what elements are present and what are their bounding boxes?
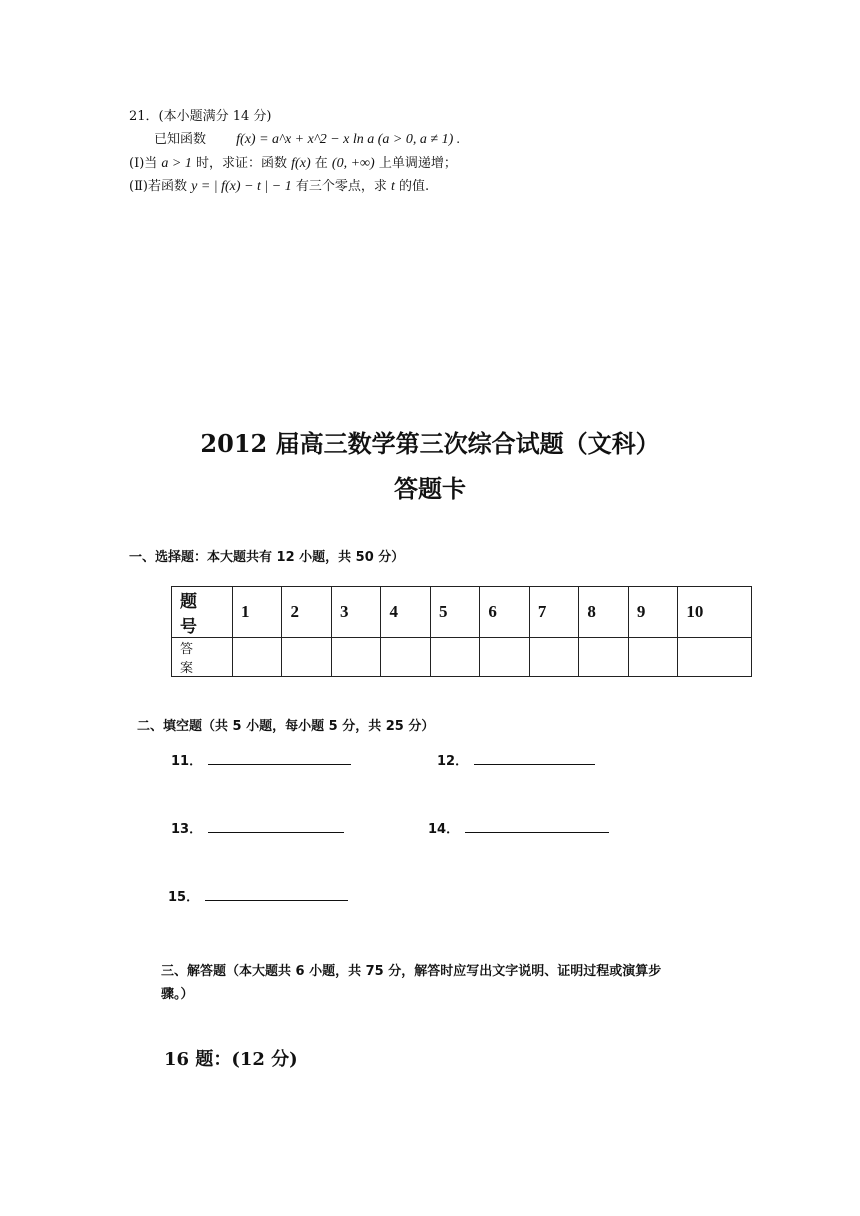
question-number-cell: 5 xyxy=(430,587,479,638)
question-number-row xyxy=(172,587,752,638)
problem-21-part-2 xyxy=(129,180,429,194)
answer-cell[interactable] xyxy=(233,638,282,677)
problem-21-part-1 xyxy=(129,157,457,171)
answer-cell[interactable] xyxy=(381,638,430,677)
fill-item-12 xyxy=(437,750,595,769)
part-2-mid: 有三个零点，求 xyxy=(295,179,387,194)
fill-item-label: 13． xyxy=(171,822,203,837)
row-label-number: 题 号 xyxy=(172,587,233,638)
part-2-expression: y = | f(x) − t | − 1 xyxy=(191,179,292,194)
section-2-heading: 二、填空题（共 5 小题，每小题 5 分，共 25 分） xyxy=(137,719,435,734)
fill-item-14 xyxy=(428,818,609,837)
answer-row xyxy=(172,638,752,677)
problem-21-intro xyxy=(154,133,460,147)
question-number-cell: 4 xyxy=(381,587,430,638)
answer-blank[interactable] xyxy=(208,752,351,765)
fill-item-15 xyxy=(168,886,348,905)
question-number-cell: 8 xyxy=(579,587,628,638)
multiple-choice-answer-table xyxy=(171,586,752,677)
answer-blank[interactable] xyxy=(474,752,595,765)
part-1-suffix: 上单调递增； xyxy=(378,156,457,171)
answer-cell[interactable] xyxy=(628,638,677,677)
part-2-t: t xyxy=(391,179,395,194)
part-1-in: 在 xyxy=(314,156,328,171)
answer-cell[interactable] xyxy=(529,638,578,677)
part-1-mid: 时，求证：函数 xyxy=(196,156,288,171)
fill-item-label: 12． xyxy=(437,754,469,769)
fill-item-label: 11． xyxy=(171,754,203,769)
question-number-cell: 7 xyxy=(529,587,578,638)
question-number-cell: 2 xyxy=(282,587,331,638)
question-number-cell: 9 xyxy=(628,587,677,638)
answer-blank[interactable] xyxy=(465,820,609,833)
problem-21-intro-text: 已知函数 xyxy=(154,132,207,147)
section-3-heading-line-2: 骤。） xyxy=(161,987,194,1002)
answer-cell[interactable] xyxy=(480,638,529,677)
answer-cell[interactable] xyxy=(579,638,628,677)
answer-cell[interactable] xyxy=(282,638,331,677)
question-number-cell: 3 xyxy=(331,587,380,638)
row-label-answer: 答 案 xyxy=(172,638,233,677)
fill-item-11 xyxy=(171,750,351,769)
fill-item-13 xyxy=(171,818,344,837)
answer-card-title: 2012 届高三数学第三次综合试题（文科） xyxy=(200,429,660,458)
question-16-label: 16 题：(12 分) xyxy=(164,1049,298,1070)
section-1-heading: 一、选择题：本大题共有 12 小题，共 50 分） xyxy=(129,550,405,565)
section-3-heading-line-1: 三、解答题（本大题共 6 小题，共 75 分，解答时应写出文字说明、证明过程或演算步 xyxy=(161,964,662,979)
part-2-prefix: (Ⅱ)若函数 xyxy=(129,179,187,194)
answer-blank[interactable] xyxy=(205,888,348,901)
part-1-interval: (0, +∞) xyxy=(331,156,375,171)
part-1-function: f(x) xyxy=(291,156,311,171)
fill-item-label: 14． xyxy=(428,822,460,837)
answer-cell[interactable] xyxy=(331,638,380,677)
question-number-cell: 1 xyxy=(233,587,282,638)
problem-21-header: 21．(本小题满分 14 分) xyxy=(129,109,272,124)
answer-cell[interactable] xyxy=(678,638,752,677)
answer-blank[interactable] xyxy=(208,820,344,833)
part-2-suffix: 的值. xyxy=(399,179,430,194)
answer-card-subtitle: 答题卡 xyxy=(394,474,466,503)
answer-cell[interactable] xyxy=(430,638,479,677)
question-number-cell: 6 xyxy=(480,587,529,638)
question-number-cell: 10 xyxy=(678,587,752,638)
part-1-prefix: (Ⅰ)当 xyxy=(129,156,158,171)
fill-item-label: 15． xyxy=(168,890,200,905)
function-definition: f(x) = a^x + x^2 − x ln a (a > 0, a ≠ 1) . xyxy=(236,132,461,147)
part-1-condition: a > 1 xyxy=(161,156,192,171)
